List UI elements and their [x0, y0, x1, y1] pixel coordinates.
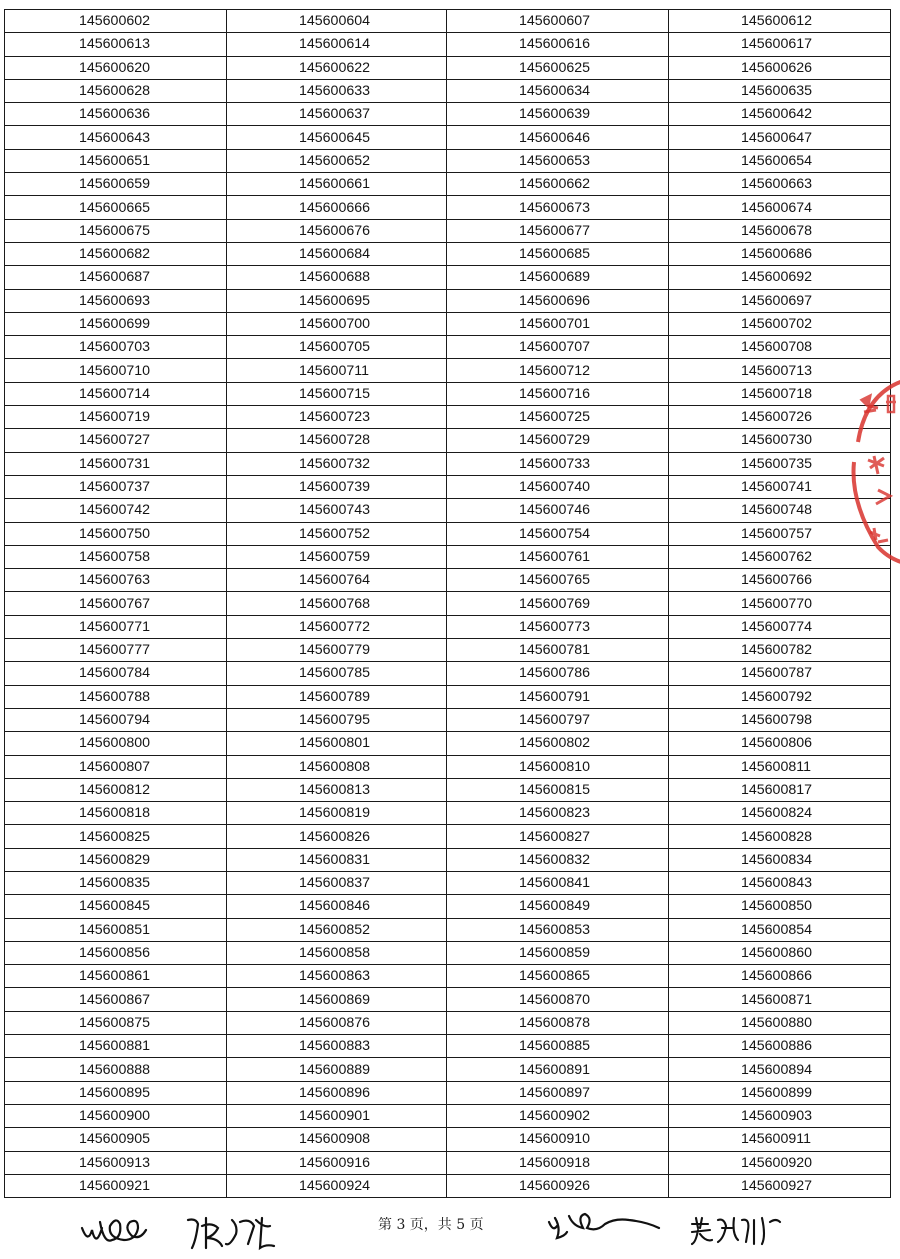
table-cell: 145600806: [669, 732, 891, 755]
table-row: [5, 103, 891, 126]
table-cell: 145600616: [447, 33, 669, 56]
table-cell: 145600711: [227, 359, 447, 382]
table-cell: 145600824: [669, 802, 891, 825]
table-cell: 145600863: [227, 965, 447, 988]
table-cell: 145600729: [447, 429, 669, 452]
table-cell: 145600750: [5, 522, 227, 545]
table-cell: 145600635: [669, 79, 891, 102]
table-row: [5, 965, 891, 988]
table-cell: 145600875: [5, 1011, 227, 1034]
table-cell: 145600663: [669, 173, 891, 196]
table-row: [5, 33, 891, 56]
table-row: [5, 1128, 891, 1151]
table-cell: 145600800: [5, 732, 227, 755]
table-cell: 145600924: [227, 1174, 447, 1197]
table-cell: 145600789: [227, 685, 447, 708]
table-cell: 145600765: [447, 569, 669, 592]
table-cell: 145600645: [227, 126, 447, 149]
table-cell: 145600846: [227, 895, 447, 918]
handwritten-signature-2: [182, 1210, 282, 1254]
table-cell: 145600860: [669, 941, 891, 964]
table-cell: 145600811: [669, 755, 891, 778]
table-cell: 145600726: [669, 406, 891, 429]
handwritten-signature-3: [545, 1210, 675, 1246]
table-cell: 145600905: [5, 1128, 227, 1151]
table-cell: 145600665: [5, 196, 227, 219]
table-cell: 145600837: [227, 871, 447, 894]
table-cell: 145600612: [669, 10, 891, 33]
table-row: [5, 56, 891, 79]
table-row: [5, 778, 891, 801]
table-cell: 145600792: [669, 685, 891, 708]
table-cell: 145600850: [669, 895, 891, 918]
table-cell: 145600740: [447, 475, 669, 498]
table-row: [5, 1011, 891, 1034]
table-cell: 145600782: [669, 639, 891, 662]
table-cell: 145600866: [669, 965, 891, 988]
table-cell: 145600651: [5, 149, 227, 172]
table-row: [5, 592, 891, 615]
table-row: [5, 1058, 891, 1081]
table-cell: 145600896: [227, 1081, 447, 1104]
table-cell: 145600808: [227, 755, 447, 778]
table-cell: 145600902: [447, 1104, 669, 1127]
table-cell: 145600730: [669, 429, 891, 452]
table-row: [5, 871, 891, 894]
table-cell: 145600876: [227, 1011, 447, 1034]
table-row: [5, 895, 891, 918]
table-cell: 145600797: [447, 708, 669, 731]
table-cell: 145600829: [5, 848, 227, 871]
table-cell: 145600647: [669, 126, 891, 149]
table-cell: 145600835: [5, 871, 227, 894]
table-cell: 145600823: [447, 802, 669, 825]
table-row: [5, 708, 891, 731]
table-cell: 145600900: [5, 1104, 227, 1127]
table-cell: 145600921: [5, 1174, 227, 1197]
table-cell: 145600748: [669, 499, 891, 522]
table-row: [5, 1081, 891, 1104]
table-row: [5, 196, 891, 219]
table-cell: 145600696: [447, 289, 669, 312]
table-cell: 145600787: [669, 662, 891, 685]
table-row: [5, 988, 891, 1011]
table-cell: 145600752: [227, 522, 447, 545]
table-cell: 145600841: [447, 871, 669, 894]
red-seal-stamp-fragment: [848, 372, 900, 572]
table-cell: 145600757: [669, 522, 891, 545]
table-row: [5, 499, 891, 522]
table-cell: 145600761: [447, 545, 669, 568]
table-cell: 145600834: [669, 848, 891, 871]
table-cell: 145600798: [669, 708, 891, 731]
table-row: [5, 382, 891, 405]
table-cell: 145600832: [447, 848, 669, 871]
table-cell: 145600712: [447, 359, 669, 382]
table-cell: 145600894: [669, 1058, 891, 1081]
table-cell: 145600604: [227, 10, 447, 33]
table-cell: 145600614: [227, 33, 447, 56]
table-cell: 145600617: [669, 33, 891, 56]
table-cell: 145600771: [5, 615, 227, 638]
table-cell: 145600754: [447, 522, 669, 545]
id-number-table: [4, 9, 891, 1198]
table-row: [5, 359, 891, 382]
table-cell: 145600719: [5, 406, 227, 429]
table-cell: 145600849: [447, 895, 669, 918]
table-cell: 145600817: [669, 778, 891, 801]
table-cell: 145600913: [5, 1151, 227, 1174]
table-row: [5, 639, 891, 662]
table-cell: 145600676: [227, 219, 447, 242]
table-cell: 145600801: [227, 732, 447, 755]
table-cell: 145600693: [5, 289, 227, 312]
table-cell: 145600762: [669, 545, 891, 568]
table-cell: 145600784: [5, 662, 227, 685]
table-row: [5, 918, 891, 941]
table-cell: 145600732: [227, 452, 447, 475]
table-cell: 145600772: [227, 615, 447, 638]
table-cell: 145600826: [227, 825, 447, 848]
table-cell: 145600625: [447, 56, 669, 79]
table-cell: 145600911: [669, 1128, 891, 1151]
table-row: [5, 662, 891, 685]
table-cell: 145600825: [5, 825, 227, 848]
table-row: [5, 79, 891, 102]
table-cell: 145600646: [447, 126, 669, 149]
table-cell: 145600881: [5, 1035, 227, 1058]
table-cell: 145600812: [5, 778, 227, 801]
table-row: [5, 755, 891, 778]
table-row: [5, 825, 891, 848]
table-cell: 145600727: [5, 429, 227, 452]
table-row: [5, 522, 891, 545]
table-cell: 145600639: [447, 103, 669, 126]
table-cell: 145600802: [447, 732, 669, 755]
table-row: [5, 312, 891, 335]
table-cell: 145600883: [227, 1035, 447, 1058]
table-row: [5, 1035, 891, 1058]
table-cell: 145600602: [5, 10, 227, 33]
table-cell: 145600642: [669, 103, 891, 126]
page-number: 第 3 页，共 5 页: [378, 1217, 484, 1233]
table-cell: 145600718: [669, 382, 891, 405]
table-cell: 145600845: [5, 895, 227, 918]
table-cell: 145600768: [227, 592, 447, 615]
table-row: [5, 219, 891, 242]
table-row: [5, 615, 891, 638]
table-cell: 145600715: [227, 382, 447, 405]
table-cell: 145600766: [669, 569, 891, 592]
table-cell: 145600794: [5, 708, 227, 731]
table-cell: 145600716: [447, 382, 669, 405]
table-row: [5, 406, 891, 429]
table-cell: 145600686: [669, 242, 891, 265]
handwritten-signature-4: [688, 1210, 788, 1250]
table-cell: 145600728: [227, 429, 447, 452]
table-cell: 145600682: [5, 242, 227, 265]
table-cell: 145600899: [669, 1081, 891, 1104]
table-row: [5, 1151, 891, 1174]
table-cell: 145600737: [5, 475, 227, 498]
table-cell: 145600633: [227, 79, 447, 102]
table-cell: 145600781: [447, 639, 669, 662]
table-cell: 145600675: [5, 219, 227, 242]
table-cell: 145600880: [669, 1011, 891, 1034]
table-cell: 145600764: [227, 569, 447, 592]
table-cell: 145600684: [227, 242, 447, 265]
table-cell: 145600859: [447, 941, 669, 964]
table-cell: 145600692: [669, 266, 891, 289]
table-cell: 145600685: [447, 242, 669, 265]
table-cell: 145600773: [447, 615, 669, 638]
table-row: [5, 289, 891, 312]
table-cell: 145600854: [669, 918, 891, 941]
table-cell: 145600714: [5, 382, 227, 405]
table-cell: 145600895: [5, 1081, 227, 1104]
table-cell: 145600910: [447, 1128, 669, 1151]
table-cell: 145600774: [669, 615, 891, 638]
table-cell: 145600770: [669, 592, 891, 615]
table-cell: 145600628: [5, 79, 227, 102]
table-cell: 145600636: [5, 103, 227, 126]
table-cell: 145600731: [5, 452, 227, 475]
table-cell: 145600926: [447, 1174, 669, 1197]
table-cell: 145600700: [227, 312, 447, 335]
table-row: [5, 1104, 891, 1127]
table-cell: 145600713: [669, 359, 891, 382]
table-row: [5, 10, 891, 33]
page-footer: [0, 1210, 900, 1259]
table-row: [5, 336, 891, 359]
table-cell: 145600637: [227, 103, 447, 126]
table-cell: 145600767: [5, 592, 227, 615]
table-row: [5, 475, 891, 498]
table-cell: 145600743: [227, 499, 447, 522]
table-row: [5, 685, 891, 708]
table-cell: 145600891: [447, 1058, 669, 1081]
table-row: [5, 173, 891, 196]
table-cell: 145600758: [5, 545, 227, 568]
table-cell: 145600703: [5, 336, 227, 359]
table-cell: 145600659: [5, 173, 227, 196]
table-cell: 145600908: [227, 1128, 447, 1151]
table-cell: 145600697: [669, 289, 891, 312]
table-cell: 145600897: [447, 1081, 669, 1104]
table-row: [5, 242, 891, 265]
table-cell: 145600786: [447, 662, 669, 685]
table-cell: 145600843: [669, 871, 891, 894]
table-cell: 145600886: [669, 1035, 891, 1058]
table-cell: 145600759: [227, 545, 447, 568]
table-cell: 145600769: [447, 592, 669, 615]
table-row: [5, 126, 891, 149]
table-row: [5, 732, 891, 755]
table-cell: 145600885: [447, 1035, 669, 1058]
table-cell: 145600889: [227, 1058, 447, 1081]
table-cell: 145600677: [447, 219, 669, 242]
table-row: [5, 802, 891, 825]
table-cell: 145600903: [669, 1104, 891, 1127]
table-cell: 145600791: [447, 685, 669, 708]
table-cell: 145600701: [447, 312, 669, 335]
table-cell: 145600687: [5, 266, 227, 289]
table-cell: 145600733: [447, 452, 669, 475]
table-cell: 145600666: [227, 196, 447, 219]
table-cell: 145600870: [447, 988, 669, 1011]
table-cell: 145600673: [447, 196, 669, 219]
table-row: [5, 545, 891, 568]
table-cell: 145600856: [5, 941, 227, 964]
table-cell: 145600785: [227, 662, 447, 685]
table-row: [5, 429, 891, 452]
table-cell: 145600916: [227, 1151, 447, 1174]
table-cell: 145600858: [227, 941, 447, 964]
table-cell: 145600688: [227, 266, 447, 289]
table-cell: 145600607: [447, 10, 669, 33]
table-cell: 145600920: [669, 1151, 891, 1174]
table-cell: 145600853: [447, 918, 669, 941]
table-cell: 145600779: [227, 639, 447, 662]
table-cell: 145600852: [227, 918, 447, 941]
table-cell: 145600661: [227, 173, 447, 196]
table-cell: 145600813: [227, 778, 447, 801]
table-cell: 145600626: [669, 56, 891, 79]
table-cell: 145600652: [227, 149, 447, 172]
table-cell: 145600746: [447, 499, 669, 522]
table-row: [5, 149, 891, 172]
table-cell: 145600662: [447, 173, 669, 196]
table-cell: 145600653: [447, 149, 669, 172]
table-cell: 145600707: [447, 336, 669, 359]
table-cell: 145600705: [227, 336, 447, 359]
table-cell: 145600819: [227, 802, 447, 825]
table-cell: 145600654: [669, 149, 891, 172]
table-row: [5, 266, 891, 289]
table-cell: 145600689: [447, 266, 669, 289]
table-cell: 145600622: [227, 56, 447, 79]
table-cell: 145600702: [669, 312, 891, 335]
table-cell: 145600828: [669, 825, 891, 848]
table-cell: 145600678: [669, 219, 891, 242]
table-cell: 145600831: [227, 848, 447, 871]
table-cell: 145600888: [5, 1058, 227, 1081]
table-cell: 145600620: [5, 56, 227, 79]
table-cell: 145600723: [227, 406, 447, 429]
table-cell: 145600763: [5, 569, 227, 592]
table-cell: 145600739: [227, 475, 447, 498]
table-cell: 145600613: [5, 33, 227, 56]
table-cell: 145600634: [447, 79, 669, 102]
handwritten-signature-1: [78, 1210, 168, 1254]
table-row: [5, 941, 891, 964]
table-cell: 145600788: [5, 685, 227, 708]
table-row: [5, 1174, 891, 1197]
table-cell: 145600807: [5, 755, 227, 778]
table-cell: 145600851: [5, 918, 227, 941]
table-cell: 145600708: [669, 336, 891, 359]
table-cell: 145600918: [447, 1151, 669, 1174]
table-row: [5, 569, 891, 592]
table-cell: 145600710: [5, 359, 227, 382]
table-cell: 145600810: [447, 755, 669, 778]
table-cell: 145600871: [669, 988, 891, 1011]
table-cell: 145600643: [5, 126, 227, 149]
table-cell: 145600869: [227, 988, 447, 1011]
table-cell: 145600927: [669, 1174, 891, 1197]
table-cell: 145600901: [227, 1104, 447, 1127]
table-row: [5, 848, 891, 871]
table-cell: 145600827: [447, 825, 669, 848]
table-cell: 145600815: [447, 778, 669, 801]
table-cell: 145600735: [669, 452, 891, 475]
table-row: [5, 452, 891, 475]
table-cell: 145600741: [669, 475, 891, 498]
table-cell: 145600777: [5, 639, 227, 662]
table-cell: 145600867: [5, 988, 227, 1011]
table-cell: 145600699: [5, 312, 227, 335]
table-cell: 145600878: [447, 1011, 669, 1034]
table-cell: 145600861: [5, 965, 227, 988]
table-cell: 145600795: [227, 708, 447, 731]
table-cell: 145600818: [5, 802, 227, 825]
table-cell: 145600742: [5, 499, 227, 522]
table-cell: 145600674: [669, 196, 891, 219]
table-cell: 145600725: [447, 406, 669, 429]
table-cell: 145600865: [447, 965, 669, 988]
table-cell: 145600695: [227, 289, 447, 312]
